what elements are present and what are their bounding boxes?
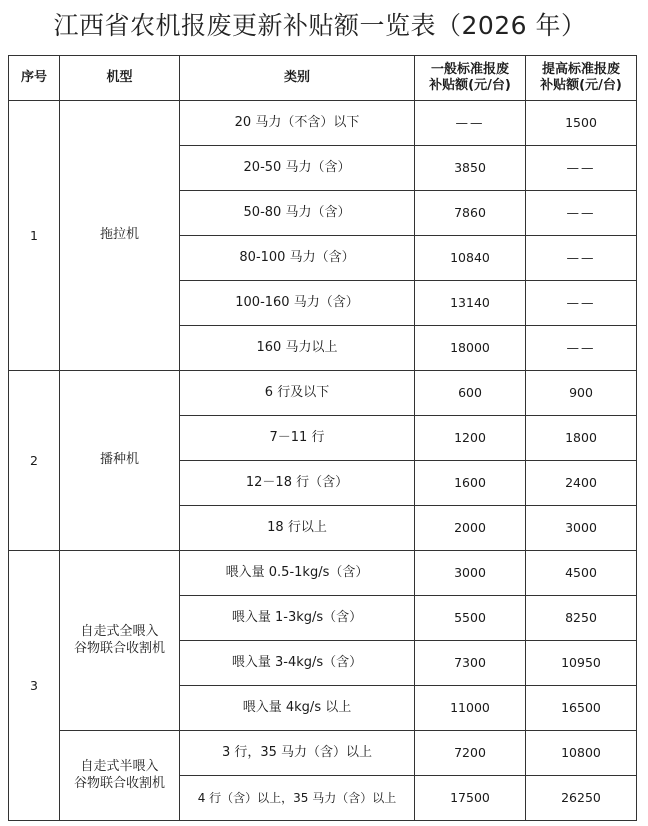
raised-subsidy-cell: 16500 bbox=[526, 686, 637, 731]
raised-subsidy-cell: —— bbox=[526, 236, 637, 281]
raised-subsidy-cell: 900 bbox=[526, 371, 637, 416]
category-cell: 80-100 马力（含） bbox=[180, 236, 415, 281]
general-subsidy-cell: —— bbox=[415, 101, 526, 146]
general-subsidy-cell: 7860 bbox=[415, 191, 526, 236]
general-subsidy-cell: 1600 bbox=[415, 461, 526, 506]
machine-line1: 自走式半喂入 bbox=[80, 759, 159, 775]
general-subsidy-cell: 13140 bbox=[415, 281, 526, 326]
seq-cell: 1 bbox=[9, 101, 60, 371]
general-subsidy-cell: 3000 bbox=[415, 551, 526, 596]
category-cell: 喂入量 1-3kg/s（含） bbox=[180, 596, 415, 641]
header-general-line2: 补贴额(元/台) bbox=[429, 78, 511, 93]
header-general-line1: 一般标准报废 bbox=[430, 61, 509, 77]
seq-cell: 3 bbox=[9, 551, 60, 821]
general-subsidy-cell: 7200 bbox=[415, 731, 526, 776]
table-row bbox=[9, 731, 637, 776]
category-cell: 20 马力（不含）以下 bbox=[180, 101, 415, 146]
header-raised-line1: 提高标准报废 bbox=[541, 61, 620, 77]
category-cell: 喂入量 0.5-1kg/s（含） bbox=[180, 551, 415, 596]
raised-subsidy-cell: 4500 bbox=[526, 551, 637, 596]
page-title: 江西省农机报废更新补贴额一览表（2026 年） bbox=[53, 11, 587, 40]
category-cell: 3 行，35 马力（含）以上 bbox=[180, 731, 415, 776]
raised-subsidy-cell: 10950 bbox=[526, 641, 637, 686]
seq-cell: 2 bbox=[9, 371, 60, 551]
category-cell: 12－18 行（含） bbox=[180, 461, 415, 506]
category-cell: 100-160 马力（含） bbox=[180, 281, 415, 326]
category-cell: 7－11 行 bbox=[180, 416, 415, 461]
general-subsidy-cell: 7300 bbox=[415, 641, 526, 686]
subsidy-table bbox=[8, 55, 637, 821]
category-cell: 4 行（含）以上，35 马力（含）以上 bbox=[180, 776, 415, 821]
category-cell: 20-50 马力（含） bbox=[180, 146, 415, 191]
general-subsidy-cell: 3850 bbox=[415, 146, 526, 191]
table-row bbox=[9, 371, 637, 416]
general-subsidy-cell: 10840 bbox=[415, 236, 526, 281]
raised-subsidy-cell: —— bbox=[526, 281, 637, 326]
general-subsidy-cell: 11000 bbox=[415, 686, 526, 731]
raised-subsidy-cell: 3000 bbox=[526, 506, 637, 551]
header-raised-subsidy bbox=[526, 56, 637, 101]
table-row bbox=[9, 101, 637, 146]
header-raised-line2: 补贴额(元/台) bbox=[540, 78, 622, 93]
category-cell: 喂入量 3-4kg/s（含） bbox=[180, 641, 415, 686]
raised-subsidy-cell: 1500 bbox=[526, 101, 637, 146]
raised-subsidy-cell: 10800 bbox=[526, 731, 637, 776]
category-cell: 18 行以上 bbox=[180, 506, 415, 551]
header-machine: 机型 bbox=[60, 56, 180, 101]
general-subsidy-cell: 600 bbox=[415, 371, 526, 416]
table-row bbox=[9, 551, 637, 596]
machine-line2: 谷物联合收割机 bbox=[73, 775, 165, 791]
raised-subsidy-cell: 8250 bbox=[526, 596, 637, 641]
category-cell: 6 行及以下 bbox=[180, 371, 415, 416]
machine-cell bbox=[60, 551, 180, 731]
machine-cell bbox=[60, 731, 180, 821]
header-category: 类别 bbox=[180, 56, 415, 101]
general-subsidy-cell: 17500 bbox=[415, 776, 526, 821]
raised-subsidy-cell: —— bbox=[526, 191, 637, 236]
category-cell: 喂入量 4kg/s 以上 bbox=[180, 686, 415, 731]
header-seq: 序号 bbox=[9, 56, 60, 101]
raised-subsidy-cell: 1800 bbox=[526, 416, 637, 461]
raised-subsidy-cell: —— bbox=[526, 326, 637, 371]
machine-cell: 拖拉机 bbox=[60, 101, 180, 371]
category-cell: 50-80 马力（含） bbox=[180, 191, 415, 236]
general-subsidy-cell: 1200 bbox=[415, 416, 526, 461]
machine-cell: 播种机 bbox=[60, 371, 180, 551]
category-cell: 160 马力以上 bbox=[180, 326, 415, 371]
general-subsidy-cell: 2000 bbox=[415, 506, 526, 551]
machine-line1: 自走式全喂入 bbox=[80, 624, 159, 640]
header-general-subsidy bbox=[415, 56, 526, 101]
general-subsidy-cell: 5500 bbox=[415, 596, 526, 641]
raised-subsidy-cell: 2400 bbox=[526, 461, 637, 506]
header-row bbox=[9, 56, 637, 101]
raised-subsidy-cell: 26250 bbox=[526, 776, 637, 821]
general-subsidy-cell: 18000 bbox=[415, 326, 526, 371]
machine-line2: 谷物联合收割机 bbox=[73, 640, 165, 656]
raised-subsidy-cell: —— bbox=[526, 146, 637, 191]
